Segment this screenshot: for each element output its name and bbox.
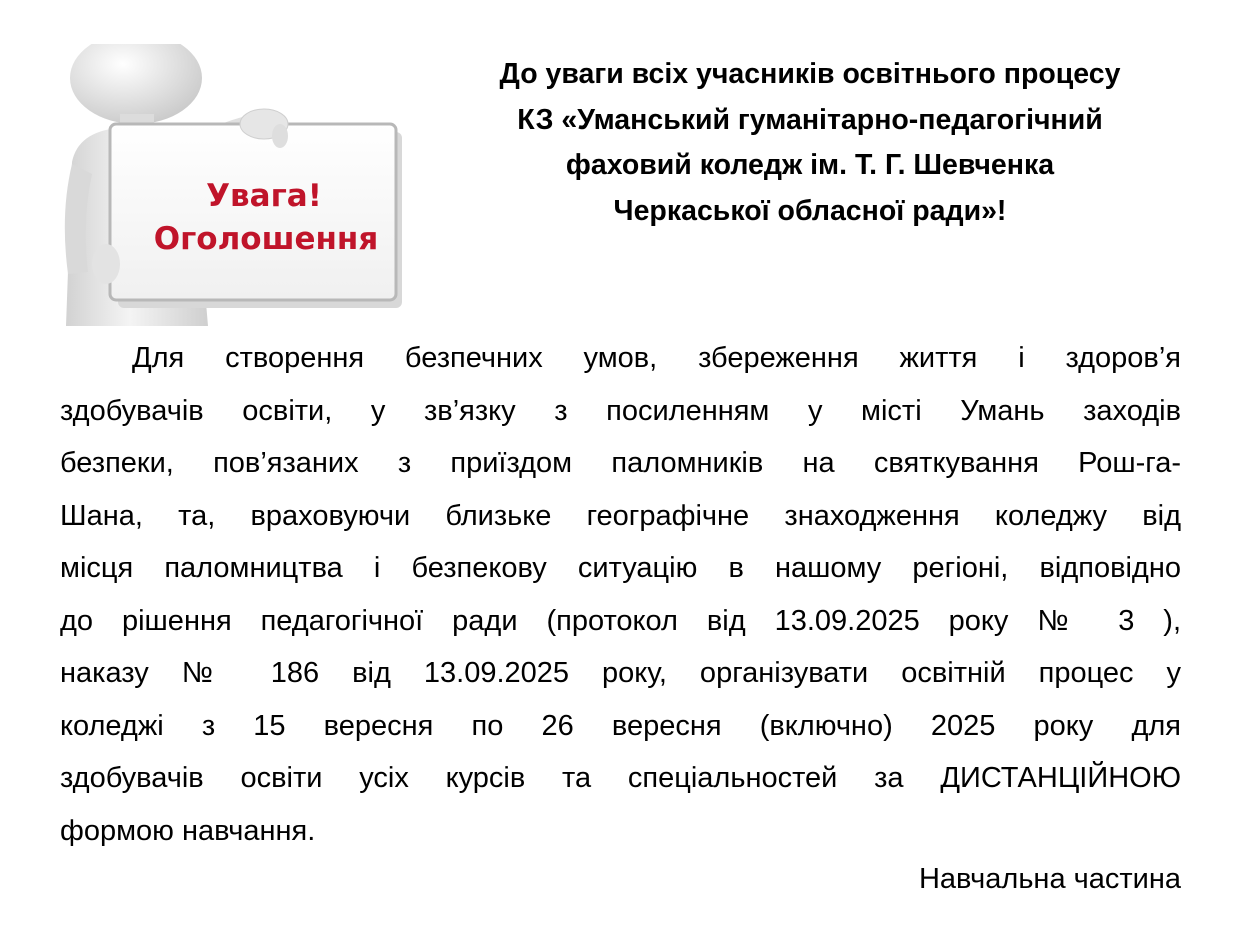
body-line: місця паломництва і безпекову ситуацію в нашому регіоні, відповідно <box>60 552 1181 584</box>
body-line: Шана, та, враховуючи близьке географічне знаходження коледжу від <box>60 499 1181 532</box>
body-line: формою навчання. <box>60 814 316 847</box>
signature: Навчальна частина <box>918 863 1181 895</box>
announcement-body <box>60 332 1181 857</box>
body-line: коледжі з 15 вересня по 26 вересня (включно) 2025 року для <box>60 709 1181 742</box>
sign-title: Увага! <box>206 178 322 214</box>
announcement-illustration <box>58 44 418 326</box>
body-line: здобувачів освіти, у зв’язку з посиленням у місті Умань заходів <box>60 394 1181 427</box>
body-line: Для створення безпечних умов, збереження життя і здоров’я <box>132 342 1181 374</box>
body-line: до рішення педагогічної ради (протокол від 13.09.2025 року № 3 ), <box>60 604 1181 637</box>
heading-line: До уваги всіх учасників освітнього процесу <box>499 58 1121 90</box>
heading-line: КЗ «Уманський гуманітарно-педагогічний <box>517 103 1103 136</box>
heading-line: Черкаської обласної ради»! <box>613 194 1007 227</box>
figure-holding-sign-icon <box>58 44 418 326</box>
heading-line: фаховий коледж ім. Т. Г. Шевченка <box>565 149 1055 181</box>
sign-subtitle: Оголошення <box>153 221 379 257</box>
body-line: наказу № 186 від 13.09.2025 року, організувати освітній процес у <box>60 657 1181 689</box>
body-line: здобувачів освіти усіх курсів та спеціальностей за ДИСТАНЦІЙНОЮ <box>60 762 1181 794</box>
body-line: безпеки, пов’язаних з приїздом паломників на святкування Рош-га- <box>60 447 1181 479</box>
announcement-heading <box>440 52 1180 234</box>
